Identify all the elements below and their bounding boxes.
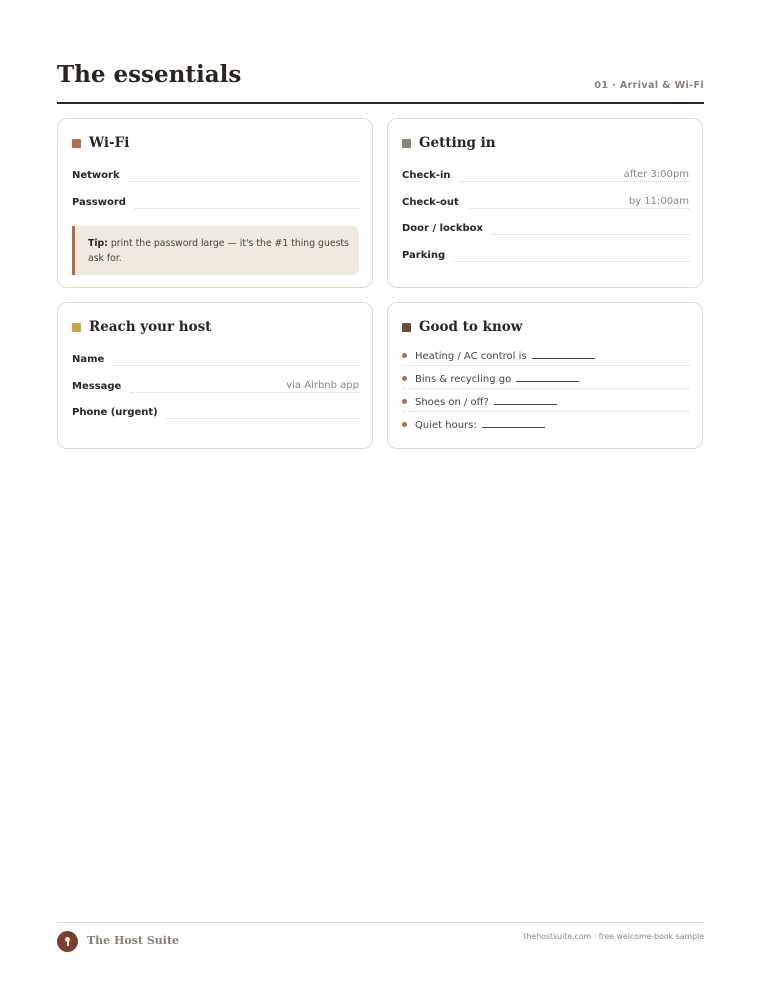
check-in-value[interactable]: after 3:00pm	[460, 168, 689, 182]
heating-blank[interactable]	[532, 348, 595, 359]
message-field[interactable]	[72, 375, 359, 393]
bins-item-text: Bins & recycling go	[415, 371, 579, 385]
tip-prefix: Tip:	[88, 238, 108, 249]
check-in-field[interactable]	[402, 164, 689, 182]
keyhole-logo-icon	[57, 931, 78, 952]
tip-callout	[72, 226, 359, 275]
list-item	[402, 345, 689, 366]
host-name-value[interactable]	[113, 352, 359, 366]
heating-item-text: Heating / AC control is	[415, 348, 595, 362]
getting-in-card	[387, 118, 703, 288]
host-swatch-icon	[72, 323, 81, 332]
quiet-hours-item-text: Quiet hours:	[415, 417, 545, 431]
password-field[interactable]	[72, 191, 359, 209]
quiet-hours-blank[interactable]	[482, 417, 545, 428]
getting-in-card-header	[402, 134, 496, 152]
host-card	[57, 302, 373, 449]
tip-text: print the password large — it's the #1 thing guests ask for.	[88, 238, 349, 264]
host-card-title: Reach your host	[89, 319, 212, 335]
wifi-card-title: Wi-Fi	[89, 135, 130, 151]
password-label: Password	[72, 197, 126, 208]
check-out-field[interactable]	[402, 191, 689, 209]
good-to-know-card-header	[402, 318, 522, 336]
door-lockbox-label: Door / lockbox	[402, 223, 483, 234]
host-name-label: Name	[72, 354, 105, 365]
page-header	[57, 60, 704, 104]
phone-value[interactable]	[167, 405, 359, 419]
check-out-label: Check-out	[402, 197, 459, 208]
parking-value[interactable]	[454, 248, 689, 262]
message-value[interactable]: via Airbnb app	[130, 379, 359, 393]
getting-in-card-title: Getting in	[419, 135, 496, 151]
door-lockbox-value[interactable]	[492, 221, 689, 235]
door-lockbox-field[interactable]	[402, 217, 689, 235]
bullet-icon	[402, 376, 407, 381]
network-label: Network	[72, 170, 120, 181]
phone-label: Phone (urgent)	[72, 407, 158, 418]
page-footer	[57, 922, 704, 963]
page-title: The essentials	[57, 61, 242, 88]
brand-name: The Host Suite	[87, 934, 180, 947]
good-to-know-swatch-icon	[402, 323, 411, 332]
section-label: 01 · Arrival & Wi-Fi	[594, 80, 704, 91]
network-field[interactable]	[72, 164, 359, 182]
host-name-field[interactable]	[72, 348, 359, 366]
getting-in-swatch-icon	[402, 139, 411, 148]
wifi-card	[57, 118, 373, 288]
bins-blank[interactable]	[516, 371, 579, 382]
message-label: Message	[72, 381, 122, 392]
wifi-swatch-icon	[72, 139, 81, 148]
password-value[interactable]	[135, 195, 359, 209]
phone-field[interactable]	[72, 401, 359, 419]
parking-field[interactable]	[402, 244, 689, 262]
check-out-value[interactable]: by 11:00am	[468, 195, 689, 209]
page	[57, 0, 704, 984]
bullet-icon	[402, 399, 407, 404]
shoes-item-text: Shoes on / off?	[415, 394, 557, 408]
shoes-blank[interactable]	[494, 394, 557, 405]
list-item	[402, 391, 689, 412]
list-item	[402, 368, 689, 389]
check-in-label: Check-in	[402, 170, 451, 181]
bullet-icon	[402, 422, 407, 427]
network-value[interactable]	[129, 168, 359, 182]
host-card-header	[72, 318, 211, 336]
footer-note: thehostsuite.com · free welcome-book sample	[523, 932, 704, 941]
good-to-know-card-title: Good to know	[419, 319, 523, 335]
wifi-card-header	[72, 134, 129, 152]
bullet-icon	[402, 353, 407, 358]
list-item	[402, 414, 689, 434]
parking-label: Parking	[402, 250, 446, 261]
good-to-know-card	[387, 302, 703, 449]
